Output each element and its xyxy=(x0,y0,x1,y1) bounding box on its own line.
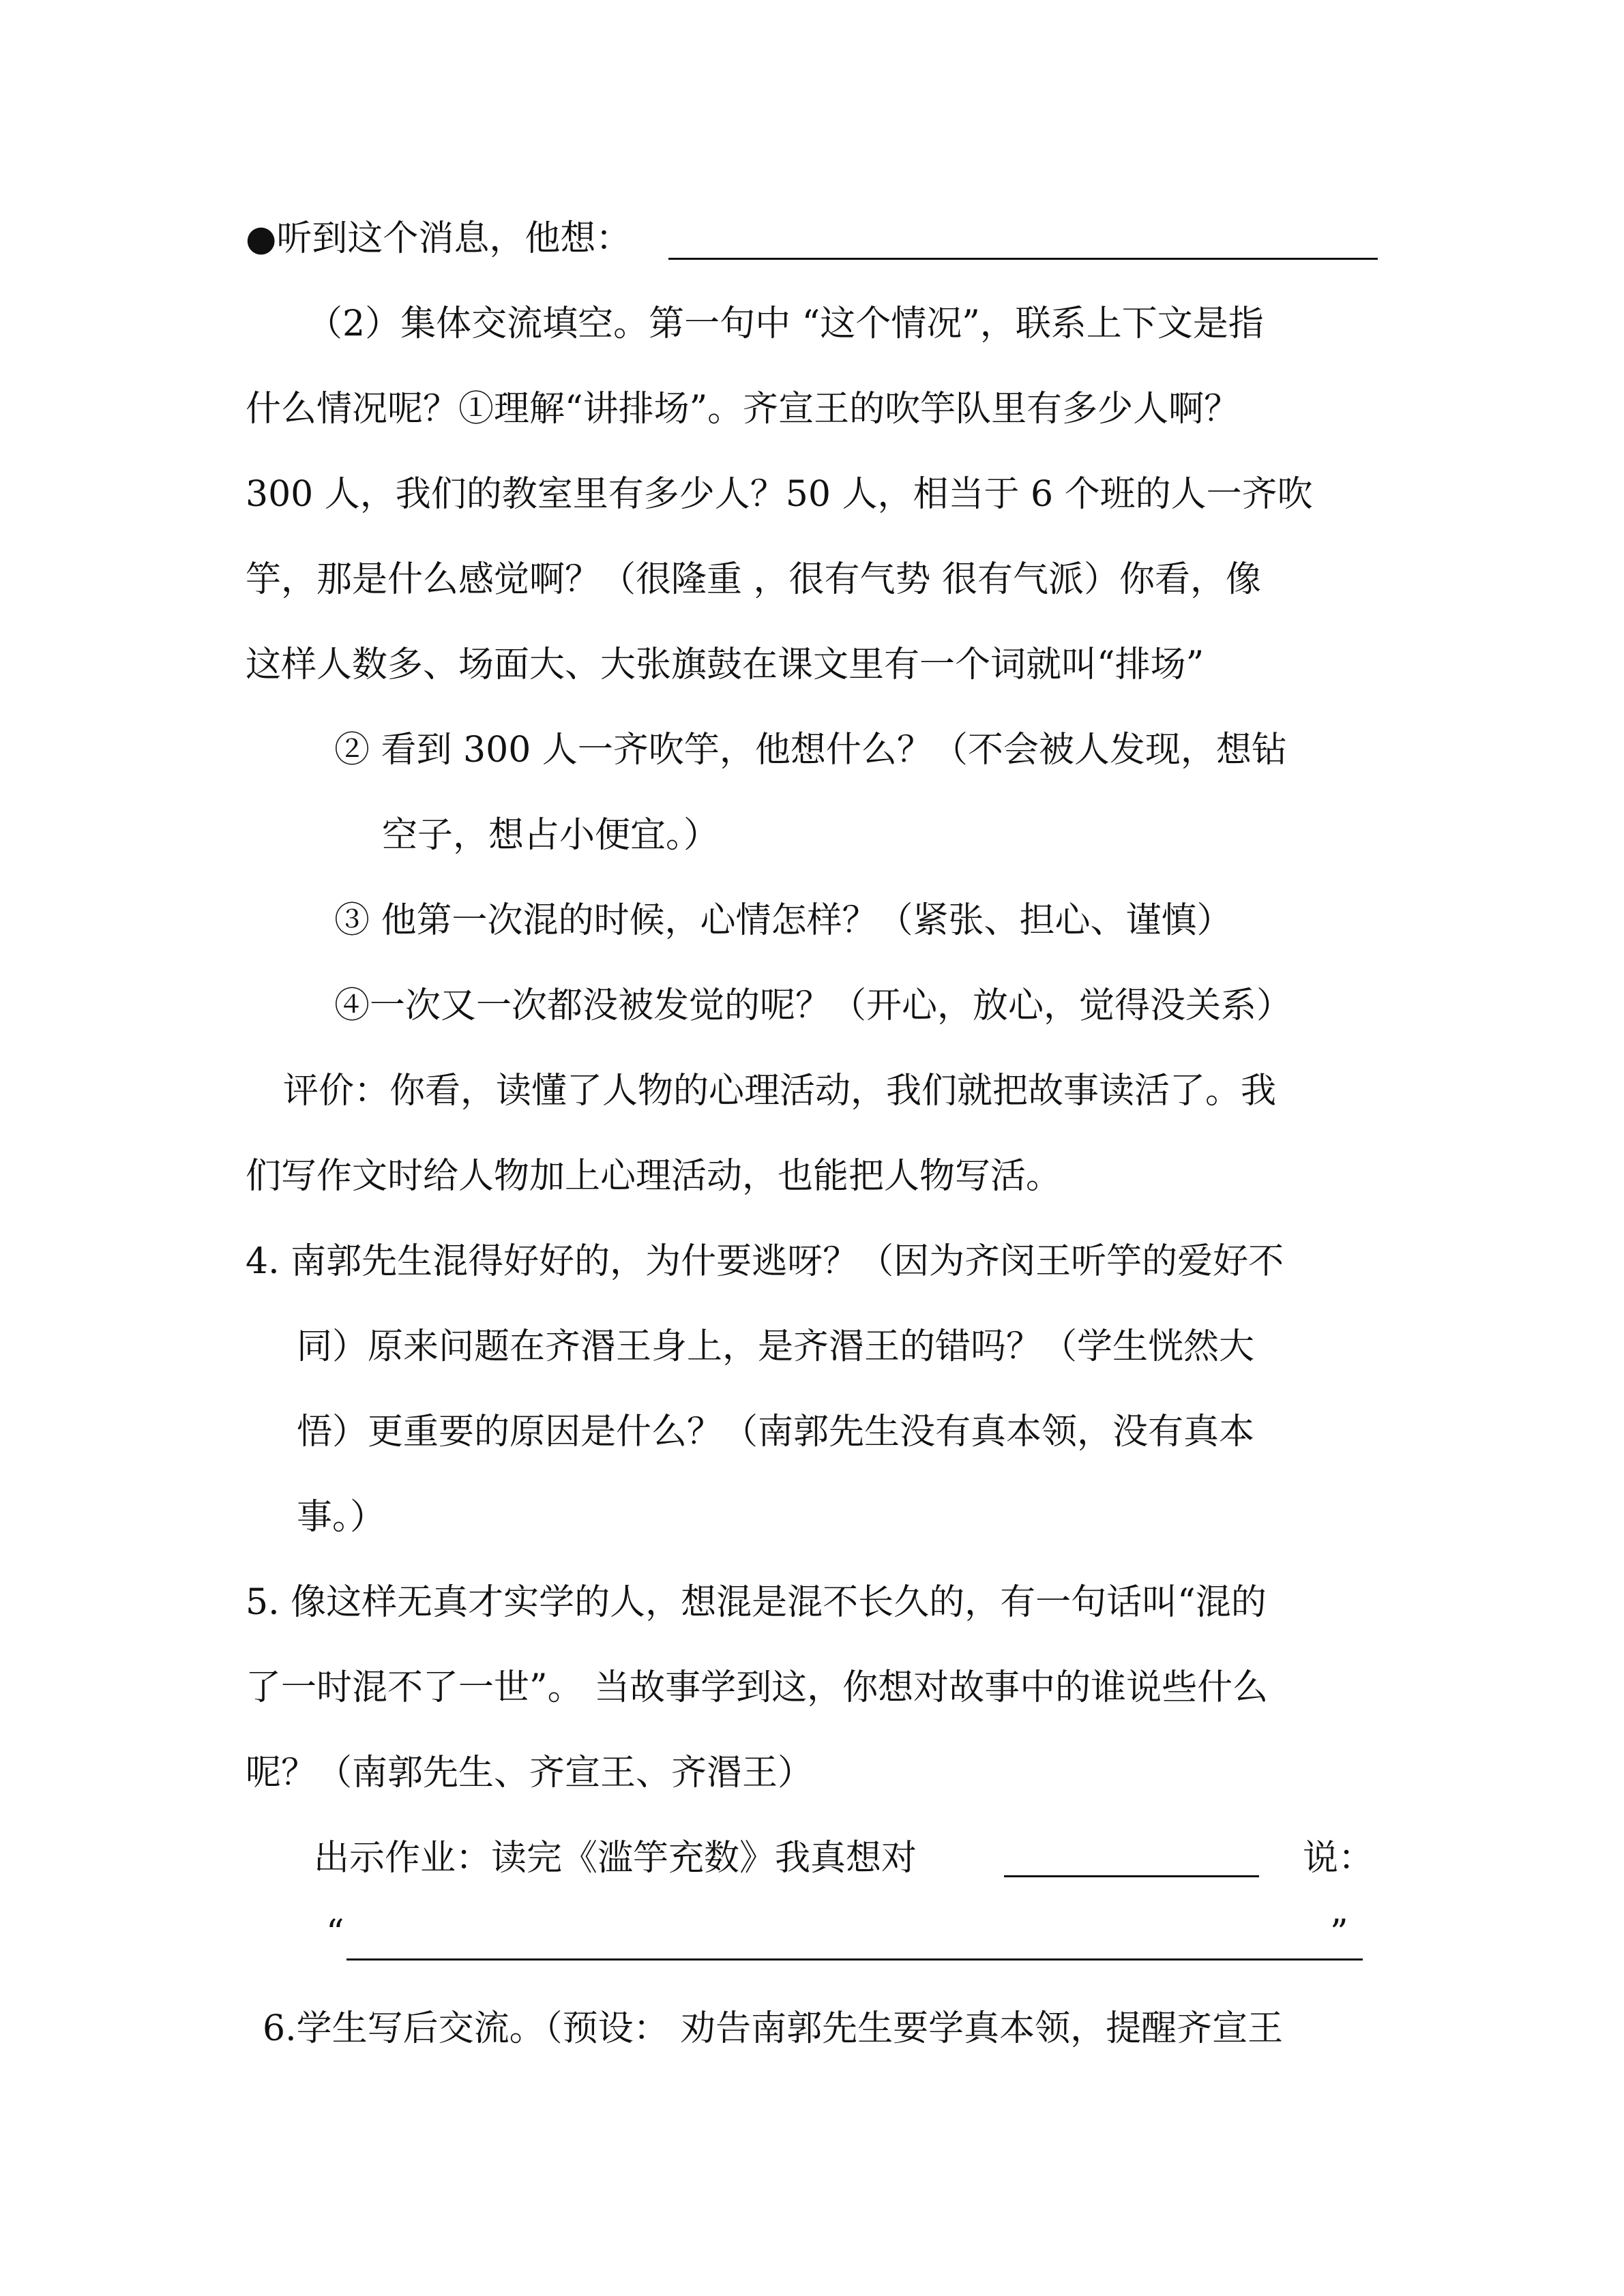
text-line: ④一次又一次都没被发觉的呢？（开心，放心，觉得没关系） xyxy=(334,985,1293,1026)
open-quote: “ xyxy=(326,1913,344,1954)
text-line: 5. 像这样无真才实学的人，想混是混不长久的，有一句话叫“混的 xyxy=(246,1582,1267,1623)
text-line: 6.学生写后交流。（预设： 劝告南郭先生要学真本领，提醒齐宣王 xyxy=(263,2008,1284,2049)
text-line: 4. 南郭先生混得好好的，为什要逃呀？（因为齐闵王听竽的爱好不 xyxy=(246,1241,1284,1282)
answer-blank-line[interactable] xyxy=(1004,1875,1259,1877)
text-line: 呢？（南郭先生、齐宣王、齐湣王） xyxy=(246,1753,814,1793)
text-line: 300 人，我们的教室里有多少人？50 人，相当于 6 个班的人一齐吹 xyxy=(246,474,1313,515)
text-line: 什么情况呢？①理解“讲排场”。齐宣王的吹竽队里有多少人啊？ xyxy=(246,389,1240,430)
answer-blank-line[interactable] xyxy=(668,258,1378,260)
text-line: 悟）更重要的原因是什么？（南郭先生没有真本领，没有真本 xyxy=(297,1412,1255,1452)
text-line: （2）集体交流填空。第一句中 “这个情况”，联系上下文是指 xyxy=(307,303,1264,344)
answer-blank-line[interactable] xyxy=(346,1958,1363,1960)
text-line: ② 看到 300 人一齐吹竽，他想什么？（不会被人发现，想钻 xyxy=(334,730,1287,771)
text-line: 同）原来问题在齐湣王身上，是齐湣王的错吗？（学生恍然大 xyxy=(297,1326,1255,1367)
text-line: 事。） xyxy=(297,1497,386,1538)
text-line: ③ 他第一次混的时候，心情怎样？（紧张、担心、谨慎） xyxy=(334,900,1232,941)
text-line: ●听到这个消息，他想： xyxy=(246,218,632,259)
assignment-say-label: 说： xyxy=(1303,1838,1374,1879)
text-line: 竽，那是什么感觉啊？（很隆重 ，很有气势 很有气派）你看，像 xyxy=(246,559,1262,600)
text-line: 了一时混不了一世”。 当故事学到这，你想对故事中的谁说些什么 xyxy=(246,1667,1269,1708)
text-line: 评价：你看，读懂了人物的心理活动，我们就把故事读活了。我 xyxy=(283,1071,1277,1112)
text-line: 们写作文时给人物加上心理活动，也能把人物写活。 xyxy=(246,1156,1062,1197)
assignment-prompt: 出示作业：读完《滥竽充数》我真想对 xyxy=(314,1838,917,1879)
close-quote: ” xyxy=(1330,1913,1348,1954)
text-line: 这样人数多、场面大、大张旗鼓在课文里有一个词就叫“排场” xyxy=(246,644,1205,685)
text-line: 空子，想占小便宜。） xyxy=(382,815,720,856)
